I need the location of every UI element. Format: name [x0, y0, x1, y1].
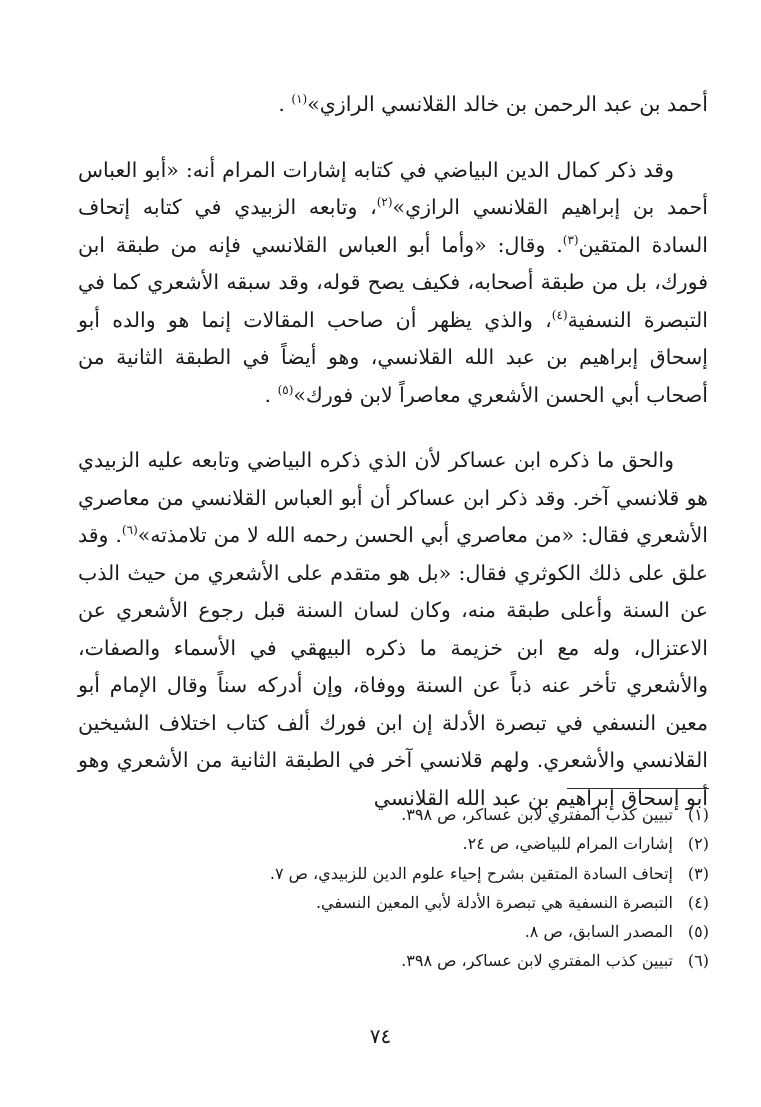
footnote-number: (٢) [687, 834, 709, 854]
paragraph-text: . وقال: «وأما أبو العباس القلانسي فإنه من طبقة ابن فورك، بل من طبقة أصحابه، فكيف يصح قوله، وقد سبقه الأشعري كما في التبصرة النسفية [78, 232, 708, 332]
paragraph-text: وقد ذكر كمال الدين البياضي في كتابه إشارات المرام أنه: «أبو العباس أحمد بن إبراهيم القلانسي الرازي» [78, 157, 708, 219]
footnote-number: (٦) [687, 951, 709, 971]
paragraph-text: . [278, 92, 292, 116]
paragraph-text: ، والذي يظهر أن صاحب المقالات إنما هو والده أبو إسحاق إبراهيم بن عبد الله القلانسي، وهو أيضاً في الطبقة الثانية من أصحاب أبي الحسن الأشعري معاصراً لابن فورك» [78, 307, 708, 407]
footnote-marker: (٢) [376, 195, 393, 210]
paragraph [78, 442, 708, 817]
paragraph [78, 86, 708, 124]
footnote-marker: (٦) [121, 523, 138, 538]
footnote-number: (١) [687, 805, 709, 824]
paragraph-text: ، وتابعه الزبيدي في كتابه إتحاف السادة المتقين [78, 195, 708, 257]
footnote [149, 888, 709, 917]
paragraph-text: والحق ما ذكره ابن عساكر لأن الذي ذكره البياضي وتابعه عليه الزبيدي هو قلانسي آخر. وقد ذكر ابن عساكر أن أبو العباس القلانسي من معاصري الأشعري فقال: «من معاصري أبي الحسن رحمه الله لا من تلامذته» [78, 448, 708, 547]
paragraph-text: . [264, 382, 278, 407]
footnote [149, 917, 709, 946]
paragraph [78, 152, 708, 415]
footnote-text: المصدر السابق، ص ٨. [524, 922, 673, 942]
footnote-number: (٤) [687, 892, 709, 912]
footnote [149, 946, 709, 975]
footnote-text: تبيين كذب المفتري لابن عساكر، ص ٣٩٨. [401, 805, 673, 824]
footnote [149, 859, 709, 888]
footnote-separator [567, 788, 709, 789]
footnote [149, 800, 709, 829]
footnote-number: (٥) [687, 922, 709, 942]
footnote-number: (٣) [687, 863, 709, 883]
footnote-marker: (١) [291, 92, 308, 107]
page-number: ٧٤ [369, 1024, 392, 1048]
footnote-marker: (٥) [277, 382, 294, 397]
footnote-marker: (٣) [562, 232, 579, 247]
footnote-text: التبصرة النسفية هي تبصرة الأدلة لأبي المعين النسفي. [315, 892, 673, 912]
footnotes-list [149, 800, 709, 976]
footnote-text: إتحاف السادة المتقين بشرح إحياء علوم الدين للزبيدي، ص ٧. [269, 863, 673, 883]
footnote-marker: (٤) [551, 307, 568, 322]
footnote [149, 829, 709, 858]
footnote-text: إشارات المرام للبياضي، ص ٢٤. [462, 834, 673, 854]
page-body [78, 86, 708, 817]
paragraph-text: . وقد علق على ذلك الكوثري فقال: «بل هو متقدم على الأشعري من حيث الذب عن السنة وأعلى طبقة منه، وكان لسان السنة قبل رجوع الأشعري عن الاعتزال، وله مع ابن خزيمة ما ذكره البيهقي في الأسماء والصفات، والأشعري تأخر عنه ذباً عن السنة ووفاة، وإن أدركه سناً وقال الإمام أبو معين النسفي في تبصرة الأدلة إن ابن فورك ألف كتاب اختلاف الشيخين القلانسي والأشعري. ولهم قلانسي آخر في الطبقة الثانية من الأشعري وهو أبو إسحاق إبراهيم بن عبد الله القلانسي [78, 523, 708, 810]
footnote-text: تبيين كذب المفتري لابن عساكر، ص ٣٩٨. [401, 951, 673, 971]
paragraph-text: أحمد بن عبد الرحمن بن خالد القلانسي الرازي» [307, 92, 708, 116]
